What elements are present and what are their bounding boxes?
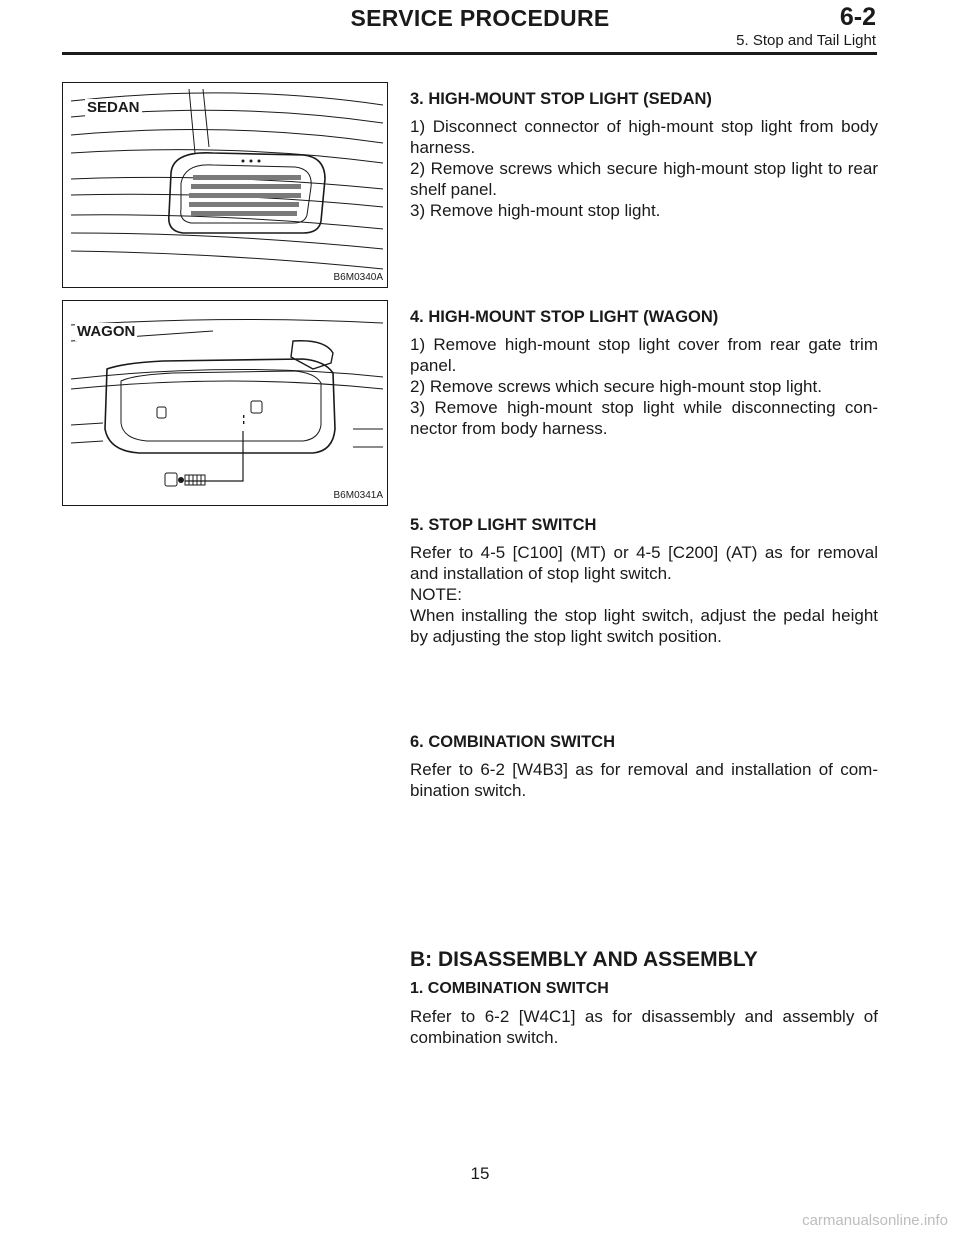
- figure-code-wagon: B6M0341A: [333, 490, 383, 501]
- figure-sedan: [62, 82, 388, 288]
- section-stop-light-switch: [410, 514, 878, 647]
- instruction-line: Refer to 4-5 [C100] (MT) or 4-5 [C200] (AT) as for removal and installation of stop light switch.: [410, 543, 878, 583]
- page-number: 15: [470, 1164, 490, 1183]
- part-b-disassembly: [410, 946, 878, 1048]
- instruction-line: 1) Remove high-mount stop light cover from rear gate trim panel.: [410, 335, 878, 375]
- page-header-title: SERVICE PROCEDURE: [350, 5, 610, 31]
- instruction-line: Refer to 6-2 [W4B3] as for removal and installation of com- bination switch.: [410, 760, 878, 800]
- section-heading: 3. HIGH-MOUNT STOP LIGHT (SEDAN): [410, 90, 712, 108]
- section-high-mount-wagon: [410, 306, 878, 439]
- section-heading: 1. COMBINATION SWITCH: [410, 980, 609, 997]
- section-combination-switch: [410, 731, 878, 801]
- note-label: NOTE:: [410, 585, 462, 604]
- part-heading: B: DISASSEMBLY AND ASSEMBLY: [410, 948, 758, 971]
- instruction-line: 2) Remove screws which secure high-mount stop light to rear shelf panel.: [410, 159, 878, 199]
- figure-code-sedan: B6M0340A: [333, 272, 383, 283]
- figure-wagon: [62, 300, 388, 506]
- note-text: When installing the stop light switch, adjust the pedal height by adjusting the stop light switch position.: [410, 606, 878, 646]
- header-rule: [62, 52, 877, 55]
- instruction-line: 2) Remove screws which secure high-mount stop light.: [410, 377, 822, 396]
- watermark: carmanualsonline.info: [802, 1212, 948, 1229]
- section-heading: 5. STOP LIGHT SWITCH: [410, 516, 597, 534]
- figure-label-wagon: WAGON: [77, 323, 136, 340]
- section-subtitle: 5. Stop and Tail Light: [736, 32, 876, 49]
- section-heading: 4. HIGH-MOUNT STOP LIGHT (WAGON): [410, 308, 719, 326]
- figure-label-sedan: SEDAN: [87, 99, 140, 116]
- section-high-mount-sedan: [410, 88, 878, 221]
- section-code: 6-2: [839, 3, 876, 31]
- section-heading: 6. COMBINATION SWITCH: [410, 733, 616, 751]
- instruction-line: 1) Disconnect connector of high-mount stop light from body harness.: [410, 117, 878, 157]
- instruction-line: 3) Remove high-mount stop light.: [410, 201, 661, 220]
- instruction-line: Refer to 6-2 [W4C1] as for disassembly and assembly of combination switch.: [410, 1007, 878, 1047]
- instruction-line: 3) Remove high-mount stop light while disconnecting con- nector from body harness.: [410, 398, 878, 438]
